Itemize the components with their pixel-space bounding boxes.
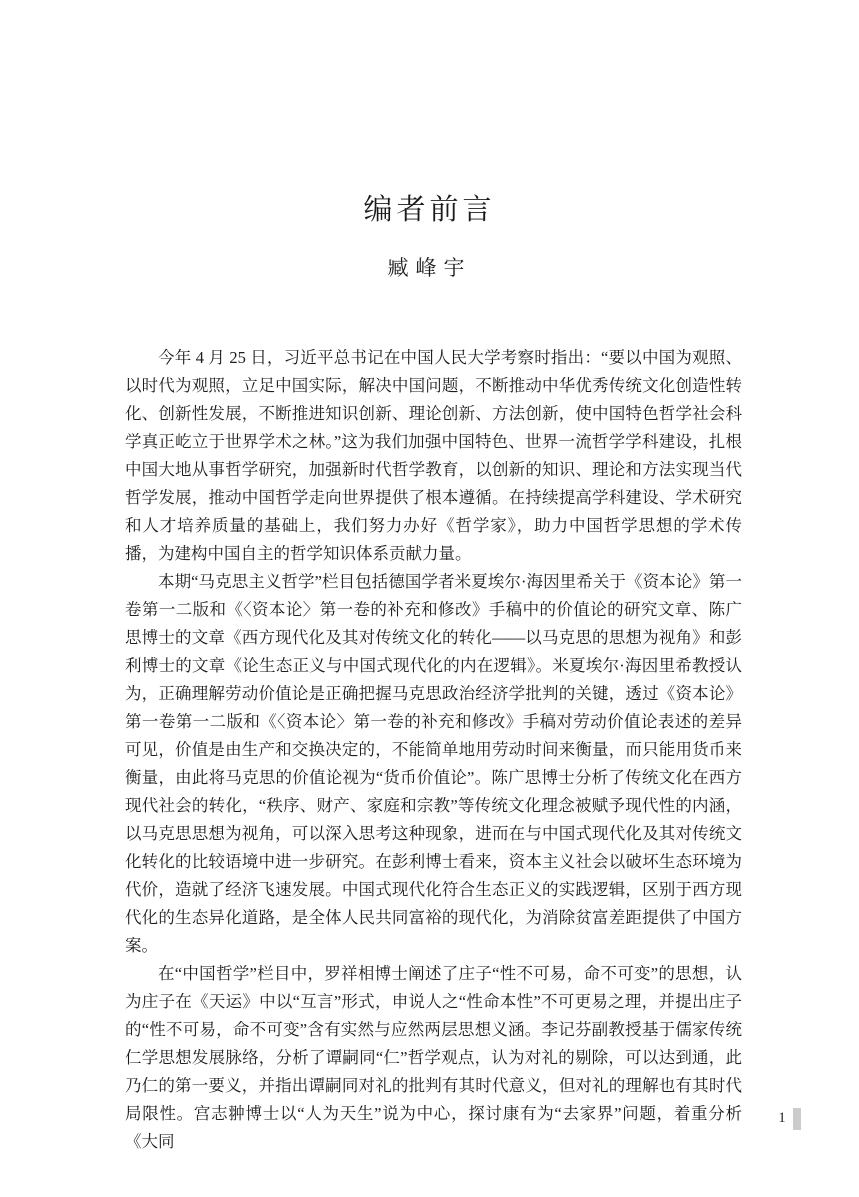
page-title: 编者前言: [363, 194, 496, 226]
page-number: 1: [778, 1110, 786, 1126]
document-body: [125, 344, 742, 1156]
paragraph-2: 本期“马克思主义哲学”栏目包括德国学者米夏埃尔·海因里希关于《资本论》第一卷第一二版和《〈资本论〉第一卷的补充和修改》手稿中的价值论的研究文章、陈广思博士的文章《西方现代化及其对传统文化的转化——以马克思的思想为视角》和彭利博士的文章《论生态正义与中国式现代化的内在逻辑》。米夏埃尔·海因里希教授认为，正确理解劳动价值论是正确把握马克思政治经济学批判的关键，透过《资本论》第一卷第一二版和《〈资本论〉第一卷的补充和修改》手稿对劳动价值论表述的差异可见，价值是由生产和交换决定的，不能简单地用劳动时间来衡量，而只能用货币来衡量，由此将马克思的价值论视为“货币价值论”。陈广思博士分析了传统文化在西方现代社会的转化，“秩序、财产、家庭和宗教”等传统文化理念被赋予现代性的内涵，以马克思思想为视角，可以深入思考这种现象，进而在与中国式现代化及其对传统文化转化的比较语境中进一步研究。在彭利博士看来，资本主义社会以破坏生态环境为代价，造就了经济飞速发展。中国式现代化符合生态正义的实践逻辑，区别于西方现代化的生态异化道路，是全体人民共同富裕的现代化，为消除贫富差距提供了中国方案。: [125, 572, 742, 955]
page-edge-marker: [793, 1108, 801, 1130]
author-name: 臧峰宇: [387, 256, 472, 280]
paragraph-1: 今年 4 月 25 日，习近平总书记在中国人民大学考察时指出：“要以中国为观照、以时代为观照，立足中国实际，解决中国问题，不断推动中华优秀传统文化创造性转化、创新性发展，不断推进知识创新、理论创新、方法创新，使中国特色哲学社会科学真正屹立于世界学术之林。”这为我们加强中国特色、世界一流哲学学科建设，扎根中国大地从事哲学研究，加强新时代哲学教育，以创新的知识、理论和方法实现当代哲学发展，推动中国哲学走向世界提供了根本遵循。在持续提高学科建设、学术研究和人才培养质量的基础上，我们努力办好《哲学家》，助力中国哲学思想的学术传播，为建构中国自主的哲学知识体系贡献力量。: [125, 348, 742, 563]
paragraph-3: 在“中国哲学”栏目中，罗祥相博士阐述了庄子“性不可易，命不可变”的思想，认为庄子在《天运》中以“互言”形式，申说人之“性命本性”不可更易之理，并提出庄子的“性不可易，命不可变”含有实然与应然两层思想义涵。李记芬副教授基于儒家传统仁学思想发展脉络，分析了谭嗣同“仁”哲学观点，认为对礼的剔除，可以达到通，此乃仁的第一要义，并指出谭嗣同对礼的批判有其时代意义，但对礼的理解也有其时代局限性。宫志翀博士以“人为天生”说为中心，探讨康有为“去家界”问题，着重分析《大同: [125, 964, 742, 1151]
